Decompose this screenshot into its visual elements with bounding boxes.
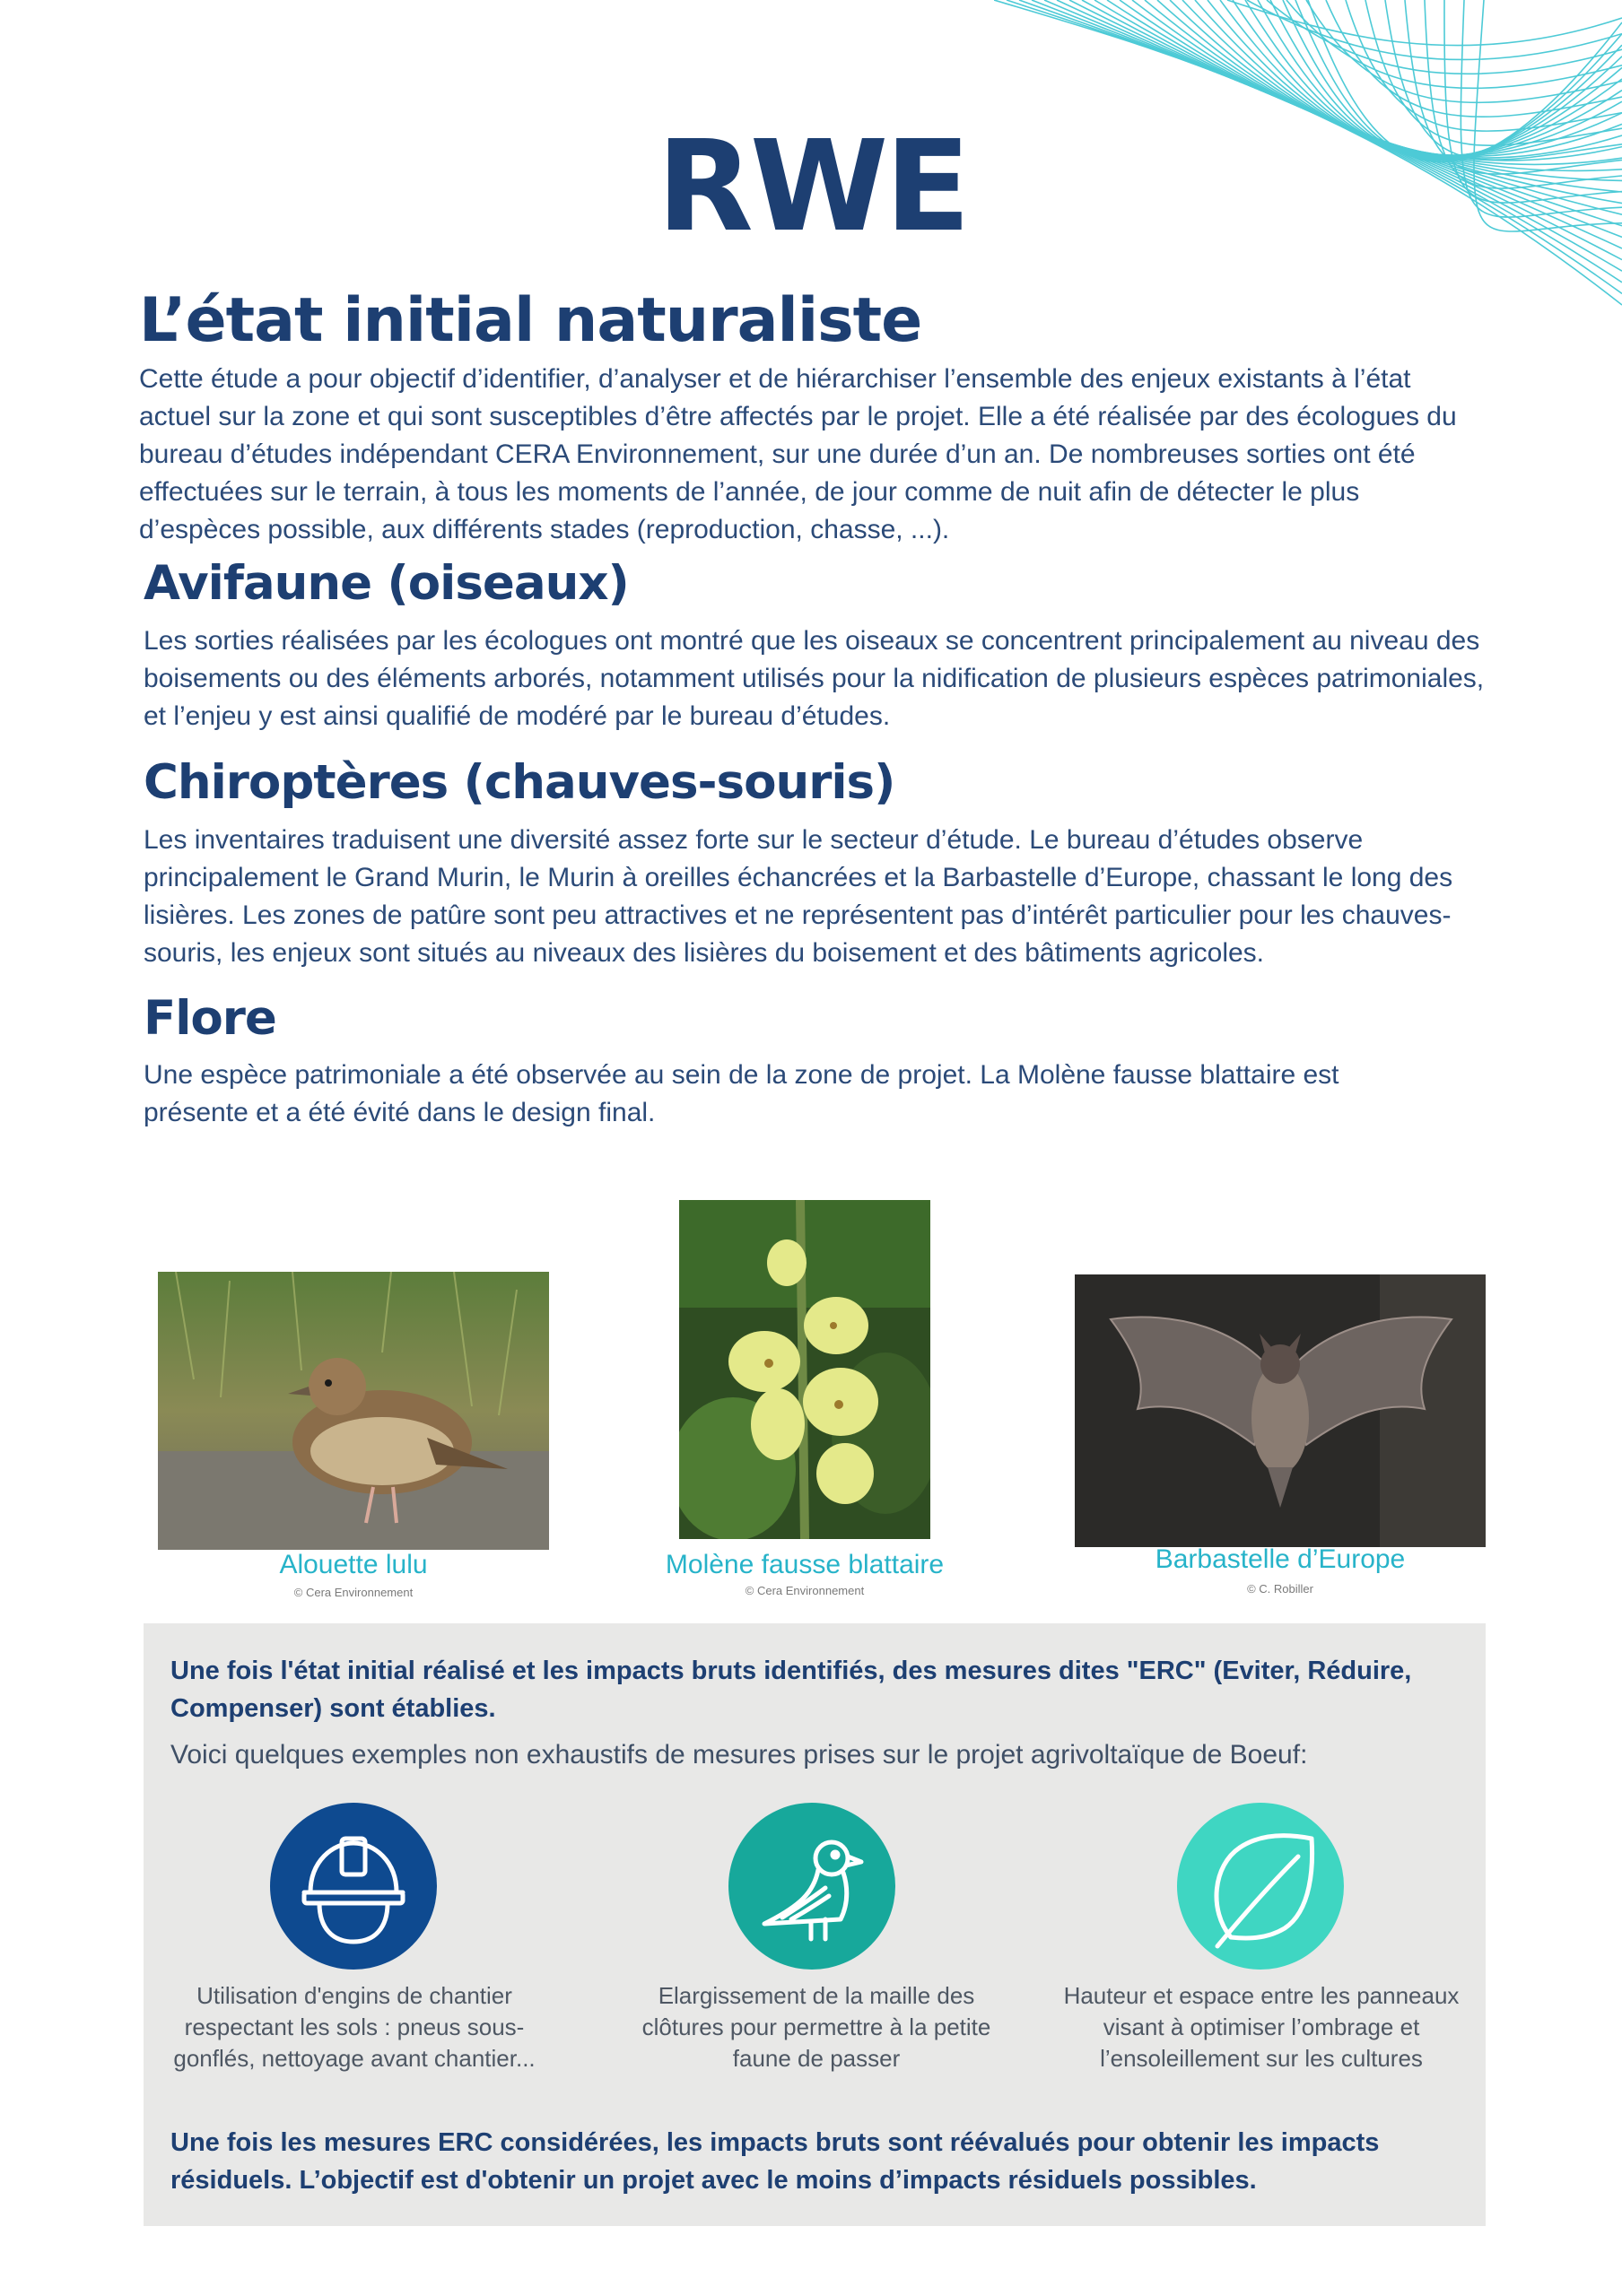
- bird-icon: [728, 1803, 895, 1970]
- hard-hat-icon: [270, 1803, 437, 1970]
- decorative-wave-lines: [994, 0, 1622, 323]
- rwe-logo: RWE: [657, 114, 967, 260]
- bat-photo: [1075, 1274, 1486, 1547]
- erc-lead-text: Une fois l'état initial réalisé et les impacts bruts identifiés, des mesures dites "ERC" (Eviter, Réduire, Compenser) sont établies.: [170, 1657, 1412, 1723]
- measure-text-clotures: Elargissement de la maille des clôtures pour permettre à la petite faune de passer: [641, 1982, 991, 2072]
- section-text-chiropteres: Les inventaires traduisent une diversité assez forte sur le secteur d’étude. Le bureau d’études observe principalement le Grand Murin, le Murin à oreilles échancrées et la Barbastelle d’Europe, chassant le long des lisières. Les zones de patûre sont peu attractives et ne représentent pas d’intérêt particulier pour les chauves-souris, les enjeux sont situés au niveaux des lisières du boisement et des bâtiments agricoles.: [144, 825, 1453, 968]
- measure-text-panneaux: Hauteur et espace entre les panneaux visant à optimiser l’ombrage et l’ensoleillement sur les cultures: [1063, 1982, 1460, 2072]
- moth-mullein-photo: [679, 1200, 930, 1539]
- photo-credit-alouette: © Cera Environnement: [293, 1586, 414, 1599]
- photo-credit-molene: © Cera Environnement: [745, 1584, 865, 1597]
- erc-intro-text: Voici quelques exemples non exhaustifs de mesures prises sur le projet agrivoltaïque de Boeuf:: [170, 1740, 1308, 1770]
- section-heading-flore: Flore: [144, 991, 276, 1046]
- section-heading-avifaune: Avifaune (oiseaux): [144, 556, 629, 611]
- woodlark-photo: [158, 1272, 549, 1550]
- photo-caption-molene: Molène fausse blattaire: [665, 1550, 945, 1579]
- photo-credit-barbastelle: © C. Robiller: [1247, 1582, 1313, 1596]
- leaf-icon: [1177, 1803, 1344, 1970]
- section-text-avifaune: Les sorties réalisées par les écologues ont montré que les oiseaux se concentrent principalement au niveau des boisements ou des éléments arborés, notamment utilisés pour la nidification de plusieurs espèces patrimoniales, et l’enjeu y est ainsi qualifié de modéré par le bureau d’études.: [144, 626, 1485, 731]
- section-heading-chiropteres: Chiroptères (chauves-souris): [144, 755, 895, 810]
- page-title: L’état initial naturaliste: [139, 285, 922, 356]
- erc-panel: [144, 1623, 1486, 2226]
- measure-text-engins: Utilisation d'engins de chantier respectant les sols : pneus sous-gonflés, nettoyage avant chantier...: [173, 1982, 536, 2072]
- photo-caption-alouette: Alouette lulu: [279, 1550, 428, 1579]
- erc-conclusion-text: Une fois les mesures ERC considérées, les impacts bruts sont réévalués pour obtenir les impacts résiduels. L’objectif est d'obtenir un projet avec le moins d’impacts résiduels possibles.: [170, 2128, 1380, 2195]
- photo-caption-barbastelle: Barbastelle d’Europe: [1155, 1544, 1406, 1574]
- intro-paragraph: Cette étude a pour objectif d’identifier, d’analyser et de hiérarchiser l’ensemble des enjeux existants à l’état actuel sur la zone et qui sont susceptibles d’être affectés par le projet. Elle a été réalisée par des écologues du bureau d’études indépendant CERA Environnement, sur une durée d’un an. De nombreuses sorties ont été effectuées sur le terrain, à tous les moments de l’année, de jour comme de nuit afin de détecter le plus d’espèces possible, aux différents stades (reproduction, chasse, ...).: [139, 364, 1457, 544]
- section-text-flore: Une espèce patrimoniale a été observée au sein de la zone de projet. La Molène fausse blattaire est présente et a été évité dans le design final.: [144, 1060, 1339, 1127]
